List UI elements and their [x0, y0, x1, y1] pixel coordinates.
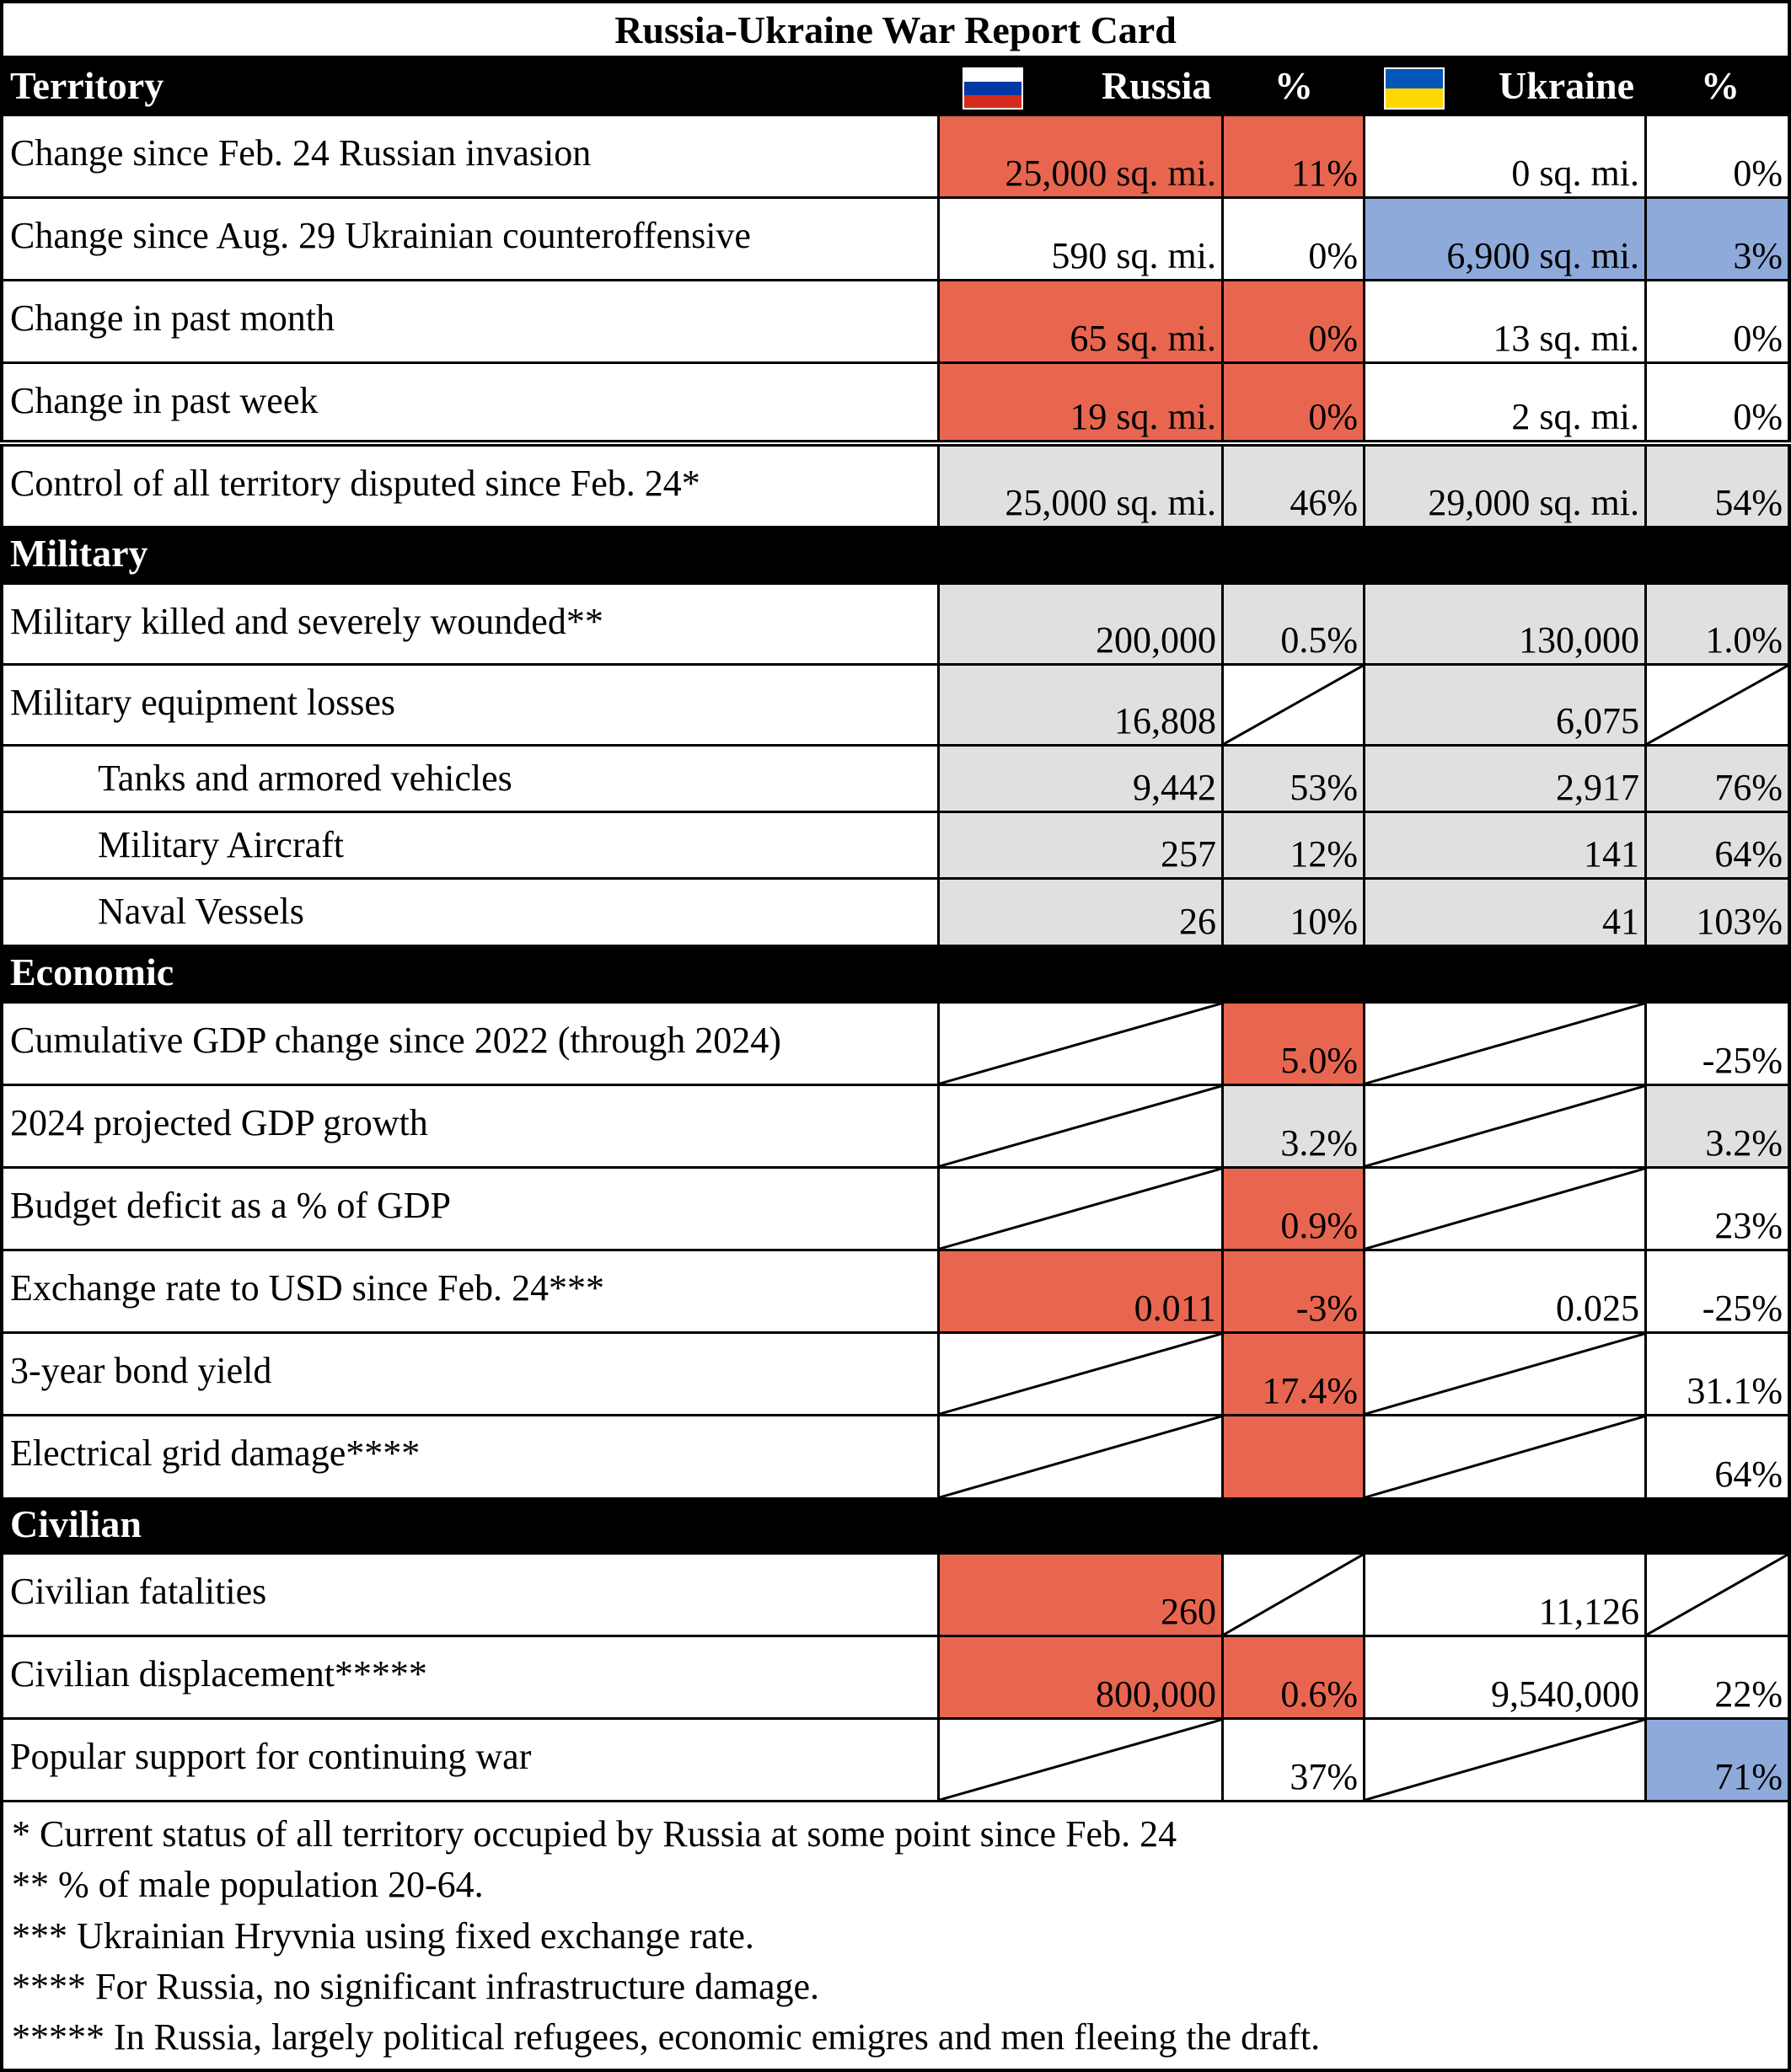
russia-pct: 5.0%	[1280, 1040, 1358, 1081]
ukraine-pct: 31.1%	[1686, 1370, 1783, 1411]
russia-pct: 46%	[1290, 482, 1358, 523]
not-applicable-cell	[1365, 1720, 1647, 1800]
russia-value: 260	[1161, 1591, 1216, 1632]
section-header-military	[0, 526, 1791, 585]
ukraine-value: 0 sq. mi.	[1511, 153, 1639, 194]
not-applicable-cell	[940, 1416, 1224, 1497]
ukraine-column-header: Ukraine	[1499, 64, 1634, 107]
not-applicable-cell	[1365, 1086, 1647, 1166]
footnote: **** For Russia, no significant infrastructure damage.	[12, 1966, 820, 2007]
table-row	[0, 1004, 1791, 1086]
row-label: Civilian displacement*****	[10, 1653, 427, 1695]
ukraine-pct: 71%	[1714, 1756, 1783, 1797]
ukraine-flag-icon	[1384, 67, 1445, 110]
russia-pct: 0%	[1308, 396, 1358, 437]
russia-value: 9,442	[1133, 767, 1216, 808]
footnote: ** % of male population 20-64.	[12, 1864, 484, 1905]
row-label: Cumulative GDP change since 2022 (through 2024)	[10, 1020, 781, 1061]
russia-value: 65 sq. mi.	[1070, 318, 1216, 359]
row-label: Change since Feb. 24 Russian invasion	[10, 132, 592, 174]
ukraine-value: 141	[1584, 833, 1639, 875]
ukraine-pct: 0%	[1733, 396, 1783, 437]
not-applicable-cell	[1647, 1555, 1791, 1635]
russia-pct: 0%	[1308, 235, 1358, 276]
ukraine-pct: 64%	[1714, 833, 1783, 875]
russia-pct: 0.9%	[1280, 1205, 1358, 1246]
not-applicable-cell	[940, 1169, 1224, 1249]
not-applicable-cell	[940, 1004, 1224, 1084]
table-row	[0, 447, 1791, 526]
russia-value: 200,000	[1096, 619, 1216, 661]
row-label: 3-year bond yield	[10, 1350, 272, 1391]
russia-grid-damage-cell	[1224, 1416, 1365, 1497]
ukraine-pct-column-header: %	[1701, 64, 1740, 107]
table-row	[0, 1251, 1791, 1334]
ukraine-value: 6,075	[1556, 700, 1639, 742]
footnote: * Current status of all territory occupied by Russia at some point since Feb. 24	[12, 1813, 1177, 1855]
table-row	[0, 281, 1791, 364]
row-label: 2024 projected GDP growth	[10, 1102, 428, 1143]
russia-pct: 0.5%	[1280, 619, 1358, 661]
not-applicable-cell	[1365, 1004, 1647, 1084]
row-label: Change since Aug. 29 Ukrainian counteroffensive	[10, 215, 751, 256]
table-row	[0, 747, 1791, 813]
russia-value: 0.011	[1134, 1288, 1216, 1329]
ukraine-pct: 22%	[1714, 1673, 1783, 1715]
report-title-text: Russia-Ukraine War Report Card	[614, 8, 1177, 51]
row-label: Exchange rate to USD since Feb. 24***	[10, 1267, 605, 1309]
ukraine-value: 13 sq. mi.	[1493, 318, 1639, 359]
ukraine-pct: 0%	[1733, 318, 1783, 359]
russia-value: 590 sq. mi.	[1051, 235, 1216, 276]
russia-value: 16,808	[1114, 700, 1216, 742]
russia-value: 25,000 sq. mi.	[1005, 482, 1216, 523]
ukraine-pct: 64%	[1714, 1454, 1783, 1495]
not-applicable-cell	[940, 1720, 1224, 1800]
table-row	[0, 1416, 1791, 1497]
ukraine-value: 6,900 sq. mi.	[1446, 235, 1639, 276]
ukraine-pct: -25%	[1702, 1040, 1783, 1081]
russia-pct: 12%	[1290, 833, 1358, 875]
ukraine-pct: 3%	[1733, 235, 1783, 276]
section-title-territory: Territory	[10, 64, 164, 107]
ukraine-pct: 54%	[1714, 482, 1783, 523]
not-applicable-cell	[1647, 666, 1791, 744]
table-row	[0, 880, 1791, 945]
not-applicable-cell	[1365, 1416, 1647, 1497]
report-title	[0, 0, 1791, 56]
russia-value: 800,000	[1096, 1673, 1216, 1715]
russia-pct: 53%	[1290, 767, 1358, 808]
russia-pct: 10%	[1290, 901, 1358, 942]
ukraine-value: 11,126	[1538, 1591, 1639, 1632]
ukraine-pct: 76%	[1714, 767, 1783, 808]
row-label: Naval Vessels	[98, 891, 304, 932]
row-label: Tanks and armored vehicles	[98, 758, 512, 799]
footnote: *** Ukrainian Hryvnia using fixed exchange rate.	[12, 1915, 754, 1957]
russia-value: 257	[1161, 833, 1216, 875]
russia-column-header: Russia	[1102, 64, 1212, 107]
ukraine-pct: 103%	[1696, 901, 1783, 942]
table-row	[0, 1637, 1791, 1720]
not-applicable-cell	[940, 1086, 1224, 1166]
row-label: Popular support for continuing war	[10, 1736, 532, 1777]
table-row	[0, 813, 1791, 880]
ukraine-value: 0.025	[1556, 1288, 1639, 1329]
russia-value: 19 sq. mi.	[1070, 396, 1216, 437]
table-row	[0, 364, 1791, 447]
footnotes	[0, 1802, 1791, 2072]
row-label: Budget deficit as a % of GDP	[10, 1185, 451, 1226]
table-row	[0, 1086, 1791, 1169]
section-header-civilian	[0, 1497, 1791, 1555]
not-applicable-cell	[1365, 1169, 1647, 1249]
ukraine-pct: 0%	[1733, 153, 1783, 194]
row-label: Military equipment losses	[10, 682, 396, 723]
russia-value: 26	[1179, 901, 1216, 942]
not-applicable-cell	[1224, 666, 1365, 744]
row-label: Electrical grid damage****	[10, 1432, 421, 1474]
russia-value: 25,000 sq. mi.	[1005, 153, 1216, 194]
not-applicable-cell	[1365, 1334, 1647, 1414]
section-header-economic	[0, 945, 1791, 1004]
table-row	[0, 585, 1791, 666]
not-applicable-cell	[1224, 1555, 1365, 1635]
russia-pct: -3%	[1295, 1288, 1358, 1329]
row-label: Military killed and severely wounded**	[10, 601, 603, 642]
table-row	[0, 1555, 1791, 1637]
footnote: ***** In Russia, largely political refugees, economic emigres and men fleeing the draft.	[12, 2016, 1321, 2058]
section-title-civilian: Civilian	[10, 1502, 142, 1545]
ukraine-value: 2 sq. mi.	[1511, 396, 1639, 437]
ukraine-value: 130,000	[1519, 619, 1639, 661]
row-label: Change in past month	[10, 297, 335, 339]
row-label: Change in past week	[10, 380, 319, 421]
russia-pct: 0.6%	[1280, 1673, 1358, 1715]
table-row	[0, 1720, 1791, 1802]
row-label: Civilian fatalities	[10, 1571, 267, 1612]
russia-flag-icon	[963, 67, 1023, 110]
table-row	[0, 666, 1791, 747]
section-title-economic: Economic	[10, 950, 174, 993]
russia-pct: 11%	[1290, 153, 1358, 194]
table-row	[0, 199, 1791, 281]
row-label: Military Aircraft	[98, 824, 345, 865]
ukraine-pct: 3.2%	[1705, 1122, 1783, 1164]
russia-pct: 3.2%	[1280, 1122, 1358, 1164]
table-row	[0, 1169, 1791, 1251]
russia-pct: 17.4%	[1262, 1370, 1358, 1411]
ukraine-pct: 1.0%	[1705, 619, 1783, 661]
ukraine-pct: 23%	[1714, 1205, 1783, 1246]
ukraine-pct: -25%	[1702, 1288, 1783, 1329]
ukraine-value: 9,540,000	[1491, 1673, 1639, 1715]
section-title-military: Military	[10, 532, 148, 575]
territory-header-row	[0, 56, 1791, 116]
russia-pct-column-header: %	[1274, 64, 1313, 107]
russia-pct: 0%	[1308, 318, 1358, 359]
russia-pct: 37%	[1290, 1756, 1358, 1797]
ukraine-value: 29,000 sq. mi.	[1428, 482, 1639, 523]
table-row	[0, 116, 1791, 199]
table-row	[0, 1334, 1791, 1416]
not-applicable-cell	[940, 1334, 1224, 1414]
row-label: Control of all territory disputed since Feb. 24*	[10, 463, 700, 504]
ukraine-value: 2,917	[1556, 767, 1639, 808]
ukraine-value: 41	[1602, 901, 1639, 942]
